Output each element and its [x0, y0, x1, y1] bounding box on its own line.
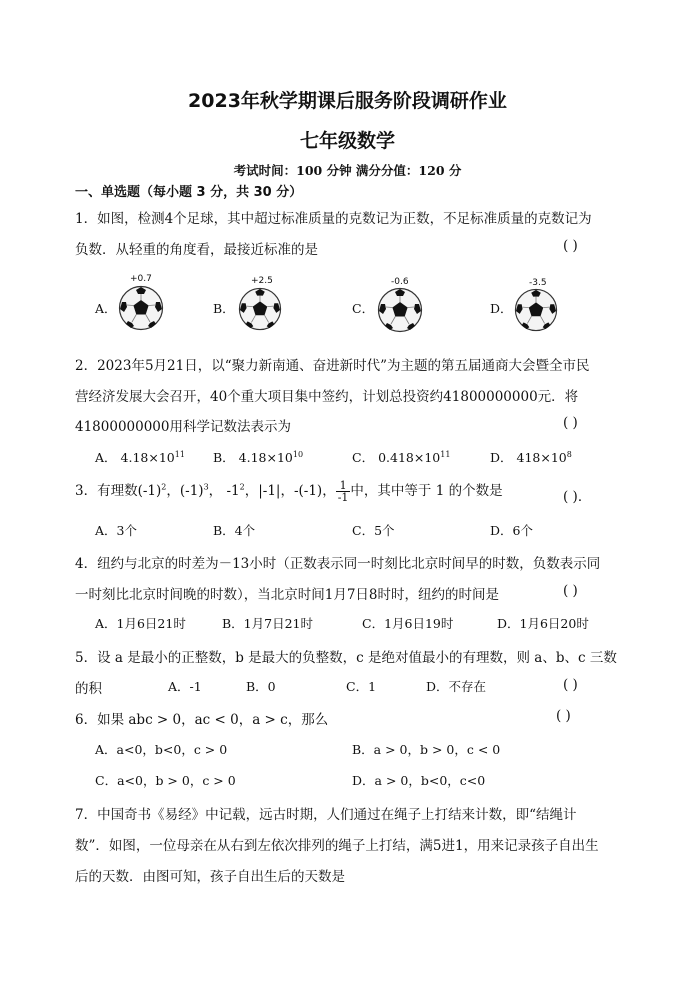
q3-fraction: $\frac{1}{-1}$	[337, 479, 349, 504]
q4-line1: 4．纽约与北京的时差为－13小时（正数表示同一时刻比北京时间早的时数，负数表示同	[75, 556, 601, 572]
q4-option-a: A．1月6日21时	[95, 616, 186, 631]
q1-option-d-letter: D．	[490, 301, 513, 316]
soccer-ball-icon	[238, 287, 282, 331]
q2-option-b: B． $4.18\times 10^{10}$	[213, 449, 304, 465]
q1-option-c-letter: C．	[352, 301, 375, 316]
q1-ball-c-label: -0.6	[391, 277, 409, 287]
q2-line2: 营经济发展大会召开，40个重大项目集中签约，计划总投资约41800000000元．将	[75, 389, 579, 405]
q1-ball-b-label: +2.5	[251, 276, 273, 286]
q6-answer-paren: ( )	[556, 708, 571, 724]
q4-option-b: B．1月7日21时	[222, 616, 313, 631]
q4-option-d: D．1月6日20时	[497, 616, 589, 631]
q2-line3: 41800000000用科学记数法表示为	[75, 419, 291, 435]
section-heading: 一、单选题（每小题 3 分，共 30 分）	[75, 185, 303, 200]
exam-meta: 考试时间：100 分钟 满分分值：120 分	[233, 163, 462, 178]
q1-answer-paren: ( )	[563, 238, 578, 254]
q5-answer-paren: ( )	[563, 677, 578, 693]
q1-ball-d-label: -3.5	[529, 278, 547, 288]
soccer-ball-icon	[514, 288, 558, 332]
q2-option-d: D． $418\times 10^8$	[490, 449, 572, 465]
q2-line1: 2．2023年5月21日，以“聚力新南通、奋进新时代”为主题的第五届通商大会暨全市民	[75, 358, 590, 374]
q7-line2: 数”．如图，一位母亲在从右到左依次排列的绳子上打结，满5进1，用来记录孩子自出生	[75, 838, 599, 854]
q4-option-c: C．1月6日19时	[362, 616, 454, 631]
q5-line1: 5．设 a 是最小的正整数，b 是最大的负整数，c 是绝对值最小的有理数，则 a、b、c 三数	[75, 650, 617, 666]
q5-line2: 的积	[75, 681, 102, 697]
page-subtitle: 七年级数学	[299, 130, 395, 152]
q3-option-a: A．3个	[95, 523, 137, 538]
q3-answer-paren: ( )．	[563, 489, 592, 505]
q1-line1: 1．如图，检测4个足球，其中超过标准质量的克数记为正数，不足标准质量的克数记为	[75, 211, 592, 227]
q3-stem: 3．有理数$(-1)^2$，$(-1)^3$， $-1^2$，|-1|，-(-1)， $\frac{1}{-1}$ 中，其中等于 1 的个数是	[75, 479, 503, 504]
q7-line3: 后的天数．由图可知，孩子自出生后的天数是	[75, 869, 345, 885]
q1-option-a-letter: A．	[95, 301, 117, 316]
q5-option-d: D．不存在	[426, 679, 487, 694]
q6-option-b: B．a > 0，b > 0，c < 0	[352, 742, 501, 757]
q5-option-b: B．0	[246, 679, 276, 694]
q1-line2: 负数．从轻重的角度看，最接近标准的是	[75, 242, 318, 258]
q3-option-d: D．6个	[490, 523, 533, 538]
q7-line1: 7．中国奇书《易经》中记载，远古时期，人们通过在绳子上打结来计数，即“结绳计	[75, 807, 577, 823]
q1-ball-a-label: +0.7	[130, 274, 152, 284]
q6-option-d: D．a > 0，b<0，c<0	[352, 773, 486, 788]
q2-answer-paren: ( )	[563, 415, 578, 431]
q6-option-c: C．a<0，b > 0，c > 0	[95, 773, 236, 788]
q6-stem: 6．如果 abc > 0，ac < 0，a > c，那么	[75, 712, 329, 728]
soccer-ball-icon	[118, 285, 164, 331]
page-title: 2023年秋学期课后服务阶段调研作业	[188, 90, 507, 112]
q1-option-b-letter: B．	[213, 301, 235, 316]
q2-option-c: C． $0.418\times 10^{11}$	[352, 449, 451, 465]
q4-line2: 一时刻比北京时间晚的时数），当北京时间1月7日8时时，纽约的时间是	[75, 587, 500, 603]
q2-option-a: A． $4.18\times 10^{11}$	[95, 449, 185, 465]
q5-option-a: A．-1	[168, 679, 202, 694]
q5-option-c: C．1	[346, 679, 377, 694]
q6-option-a: A．a<0，b<0，c > 0	[95, 742, 228, 757]
q3-option-b: B．4个	[213, 523, 256, 538]
q3-option-c: C．5个	[352, 523, 395, 538]
q4-answer-paren: ( )	[563, 583, 578, 599]
soccer-ball-icon	[377, 287, 423, 333]
